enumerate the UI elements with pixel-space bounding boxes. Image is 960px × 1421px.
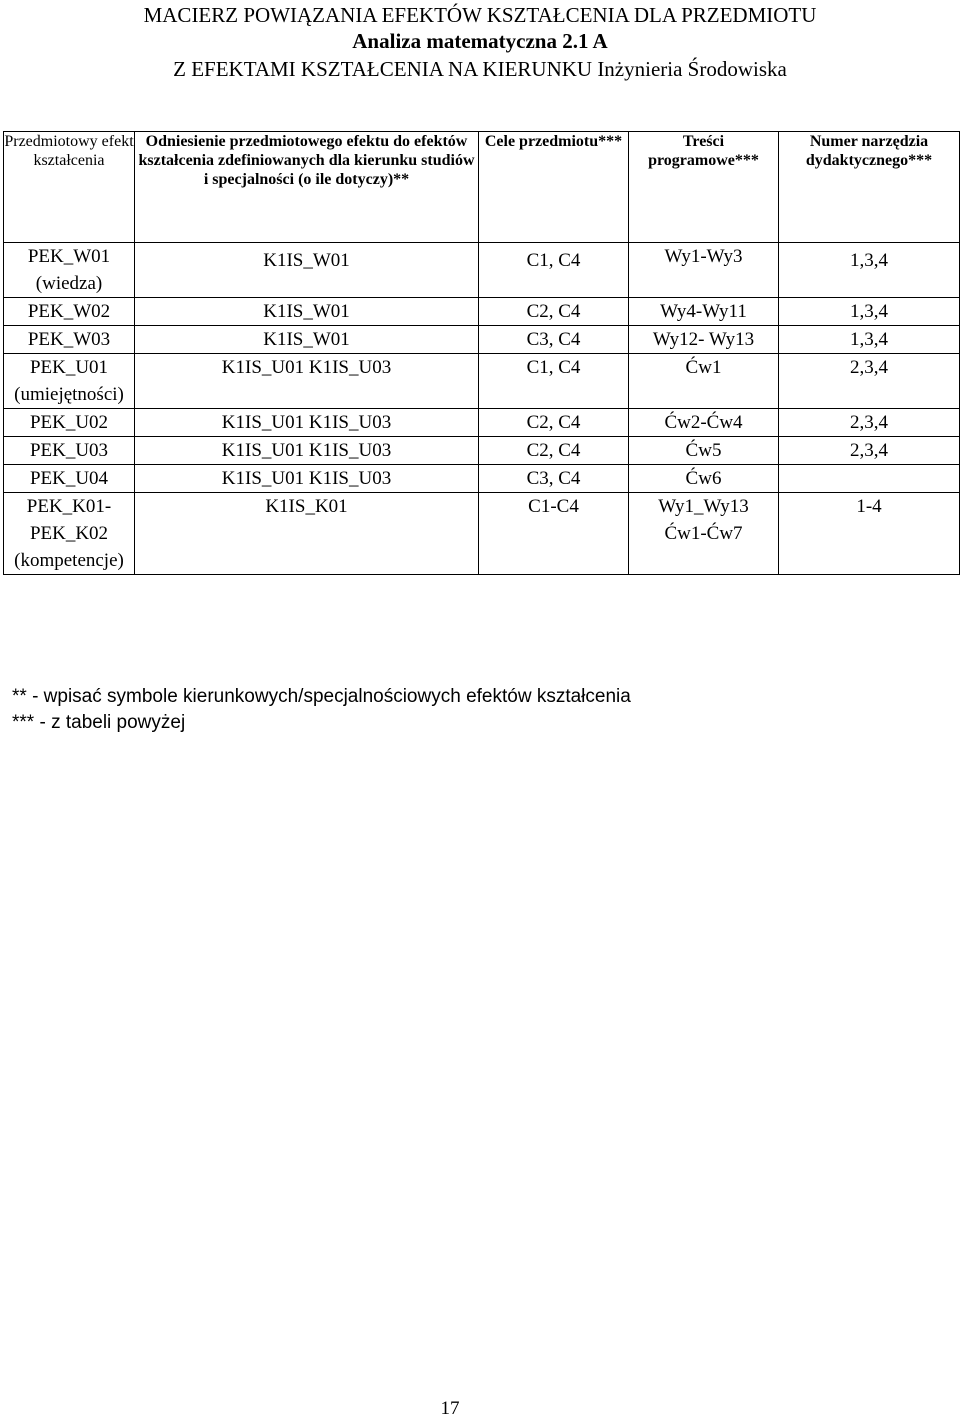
tool-cell: 1-4 (779, 493, 960, 575)
reference-cell: K1IS_W01 (135, 298, 479, 326)
goals-cell: C2, C4 (479, 298, 629, 326)
content-cell: Ćw2-Ćw4 (629, 409, 779, 437)
effects-matrix-table (3, 131, 960, 575)
content-cell: Ćw5 (629, 437, 779, 465)
reference-cell: K1IS_K01 (135, 493, 479, 575)
table-row (4, 409, 960, 437)
goals-cell: C1, C4 (479, 354, 629, 409)
goals-cell: C3, C4 (479, 326, 629, 354)
document-title-line-1: MACIERZ POWIĄZANIA EFEKTÓW KSZTAŁCENIA DLA PRZEDMIOTU (143, 3, 817, 27)
header-effect: Przedmiotowy efekt kształcenia (4, 132, 135, 243)
tool-cell: 2,3,4 (779, 409, 960, 437)
effect-cell: PEK_W01 (wiedza) (4, 243, 135, 298)
effect-cell: PEK_U04 (4, 465, 135, 493)
table-header-row (4, 132, 960, 243)
footnote-triple-asterisk: *** - z tabeli powyżej (12, 712, 186, 733)
goals-cell: C2, C4 (479, 437, 629, 465)
content-cell: Wy1_Wy13 Ćw1-Ćw7 (629, 493, 779, 575)
tool-cell: 1,3,4 (779, 298, 960, 326)
reference-cell: K1IS_U01 K1IS_U03 (135, 465, 479, 493)
reference-cell: K1IS_U01 K1IS_U03 (135, 409, 479, 437)
effect-cell: PEK_K01- PEK_K02 (kompetencje) (4, 493, 135, 575)
reference-cell: K1IS_U01 K1IS_U03 (135, 437, 479, 465)
tool-cell (779, 465, 960, 493)
content-cell: Ćw1 (629, 354, 779, 409)
goals-cell: C3, C4 (479, 465, 629, 493)
tool-cell: 2,3,4 (779, 437, 960, 465)
table-row (4, 298, 960, 326)
table-row (4, 437, 960, 465)
page-number: 17 (440, 1398, 460, 1419)
goals-cell: C1, C4 (479, 243, 629, 298)
header-content: Treści programowe*** (629, 132, 779, 243)
footnote-double-asterisk: ** - wpisać symbole kierunkowych/specjalnościowych efektów kształcenia (12, 686, 631, 707)
header-goals: Cele przedmiotu*** (479, 132, 629, 243)
table-row (4, 243, 960, 298)
table-row (4, 354, 960, 409)
header-tool: Numer narzędzia dydaktycznego*** (779, 132, 960, 243)
tool-cell: 1,3,4 (779, 326, 960, 354)
effect-cell: PEK_U03 (4, 437, 135, 465)
content-cell: Wy4-Wy11 (629, 298, 779, 326)
goals-cell: C2, C4 (479, 409, 629, 437)
effect-cell: PEK_W03 (4, 326, 135, 354)
goals-cell: C1-C4 (479, 493, 629, 575)
content-cell: Wy1-Wy3 (629, 243, 779, 298)
content-cell: Ćw6 (629, 465, 779, 493)
tool-cell: 2,3,4 (779, 354, 960, 409)
table-row (4, 326, 960, 354)
content-cell: Wy12- Wy13 (629, 326, 779, 354)
reference-cell: K1IS_W01 (135, 243, 479, 298)
reference-cell: K1IS_U01 K1IS_U03 (135, 354, 479, 409)
effect-cell: PEK_W02 (4, 298, 135, 326)
header-reference: Odniesienie przedmiotowego efektu do efektów kształcenia zdefiniowanych dla kierunku studiów i specjalności (o ile dotyczy)** (135, 132, 479, 243)
tool-cell: 1,3,4 (779, 243, 960, 298)
table-row (4, 493, 960, 575)
subject-name: Analiza matematyczna 2.1 A (352, 29, 608, 53)
table-row (4, 465, 960, 493)
reference-cell: K1IS_W01 (135, 326, 479, 354)
effect-cell: PEK_U02 (4, 409, 135, 437)
effect-cell: PEK_U01 (umiejętności) (4, 354, 135, 409)
document-title-line-3: Z EFEKTAMI KSZTAŁCENIA NA KIERUNKU Inżynieria Środowiska (173, 57, 787, 81)
